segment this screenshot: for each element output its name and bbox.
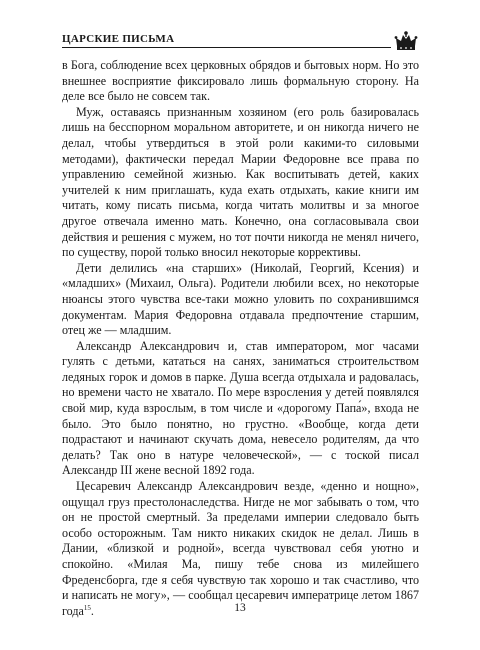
paragraph: в Бога, соблюдение всех церковных обрядов и бытовых норм. Но это внешнее восприятие фиксировало лишь формальную сторону. На деле все было не совсем так. [62,58,419,104]
paragraph: Муж, оставаясь признанным хозяином (его роль базировалась лишь на бесспорном моральном авторитете, и он никогда ничего не делал, чтобы утвердиться в этой роли какими-то силовыми методами), фактически передал Марии Федоровне все права по управлению семейной жизнью. Как воспитывать детей, каких учителей к ним приглашать, куда ехать отдыхать, какие книги им читать, кому писать письма, когда читать молитвы и за многое другое отвечала именно мать. Конечно, она согласовывала свои действия и решения с мужем, но тот почти никогда не менял ничего, по существу, порой только вносил некоторые коррективы. [62,104,419,260]
running-title: ЦАРСКИЕ ПИСЬМА [62,33,175,45]
paragraph: Дети делились «на старших» (Николай, Георгий, Ксения) и «младших» (Михаил, Ольга). Родители любили всех, но некоторые нюансы этого чувства все-таки можно уловить по сохранившимся документам. Мария Федоровна отдавала предпочтение старшим, отец же — младшим. [62,260,419,338]
header-rule [62,47,391,48]
paragraph: Цесаревич Александр Александрович везде, «денно и нощно», ощущал груз престолонаследства. Нигде не мог забывать о том, что он не простой смертный. За пределами империи следовало быть особо осторожным. Там никто никаких скидок не делал. Лишь в Дании, «близкой и родной», всегда чувствовал себя уютно и спокойно. «Милая Ма, пишу тебе снова из милейшего Фреденсборга, где я себя чувствую так хорошо и так счастливо, что и написать не могу», — сообщал цесаревич императрице летом 1867 года$^{15}$. [62,479,419,618]
crown-icon [393,30,419,52]
body-text [62,58,419,619]
running-header [62,30,419,52]
page-number: 13 [234,602,246,614]
paragraph: Александр Александрович и, став императором, мог часами гулять с детьми, кататься на санях, заниматься строительством ледяных горок и домов в парке. Душа всегда отдыхала и радовалась, но времени часто не хватало. По мере взросления у детей появлялся свой мир, куда взрослым, в том числе и «дорогому Папа́», входа не было. Это было понятно, но грустно. «Вообще, когда дети подрастают и начинают скучать дома, невесело родителям, да что делать? Так оно в натуре человеческой», — с тоской писал Александр III жене весной 1892 года. [62,338,419,478]
footnote-ref[interactable]: 15 [83,603,91,612]
